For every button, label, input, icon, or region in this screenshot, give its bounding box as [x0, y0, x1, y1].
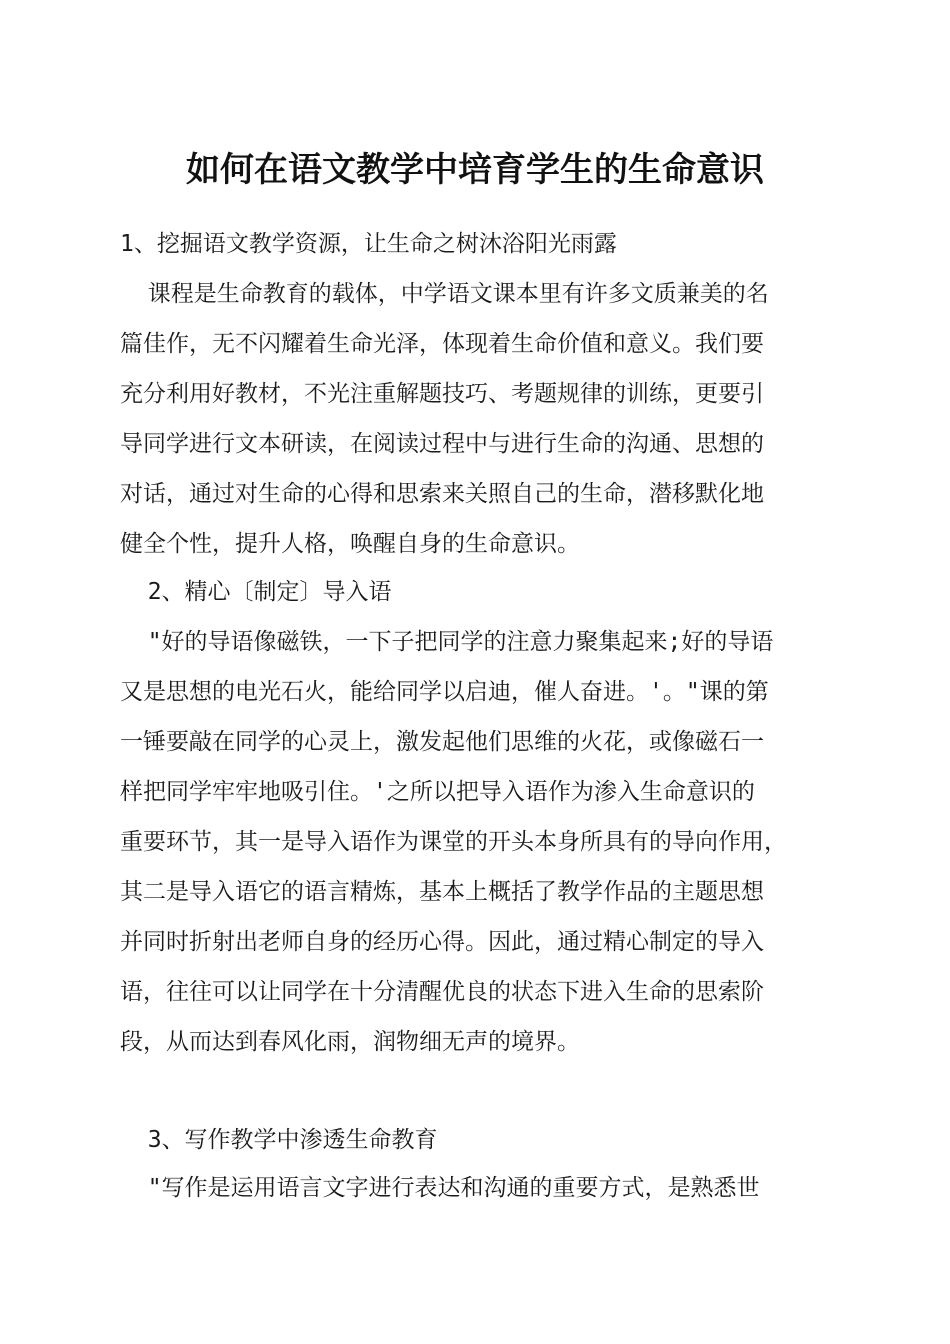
text-line-5: 导同学进行文本研读，在阅读过程中与进行生命的沟通、思想的 — [120, 431, 764, 457]
section-heading-2: 2、精心〔制定〕导入语 — [120, 579, 392, 605]
text-line-10: 又是思想的电光石火，能给同学以启迪，催人奋进。'。"课的第 — [120, 679, 769, 705]
text-line-9: "好的导语像磁铁，一下子把同学的注意力聚集起来;好的导语 — [120, 629, 774, 655]
text-line-7: 健全个性，提升人格，唤醒自身的生命意识。 — [120, 531, 580, 557]
text-line-4: 充分利用好教材，不光注重解题技巧、考题规律的训练，更要引 — [120, 381, 764, 407]
text-line-1: 1、挖掘语文教学资源，让生命之树沐浴阳光雨露 — [120, 231, 617, 257]
text-line-14: 其二是导入语它的语言精炼，基本上概括了教学作品的主题思想 — [120, 879, 764, 905]
text-line-19: "写作是运用语言文字进行表达和沟通的重要方式，是熟悉世 — [120, 1175, 760, 1201]
section-heading-3: 3、写作教学中渗透生命教育 — [120, 1127, 438, 1153]
text-line-17: 段，从而达到春风化雨，润物细无声的境界。 — [120, 1029, 580, 1055]
document-title: 如何在语文教学中培育学生的生命意识 — [186, 150, 764, 190]
text-line-15: 并同时折射出老师自身的经历心得。因此，通过精心制定的导入 — [120, 929, 764, 955]
text-line-2: 课程是生命教育的载体，中学语文课本里有许多文质兼美的名 — [120, 281, 769, 307]
text-line-13: 重要环节，其一是导入语作为课堂的开头本身所具有的导向作用， — [120, 829, 787, 855]
text-line-6: 对话，通过对生命的心得和思索来关照自己的生命，潜移默化地 — [120, 481, 764, 507]
text-line-3: 篇佳作，无不闪耀着生命光泽，体现着生命价值和意义。我们要 — [120, 331, 764, 357]
text-line-11: 一锤要敲在同学的心灵上，激发起他们思维的火花，或像磁石一 — [120, 729, 764, 755]
text-line-16: 语，往往可以让同学在十分清醒优良的状态下进入生命的思索阶 — [120, 979, 764, 1005]
text-line-12: 样把同学牢牢地吸引住。'之所以把导入语作为渗入生命意识的 — [120, 779, 755, 805]
